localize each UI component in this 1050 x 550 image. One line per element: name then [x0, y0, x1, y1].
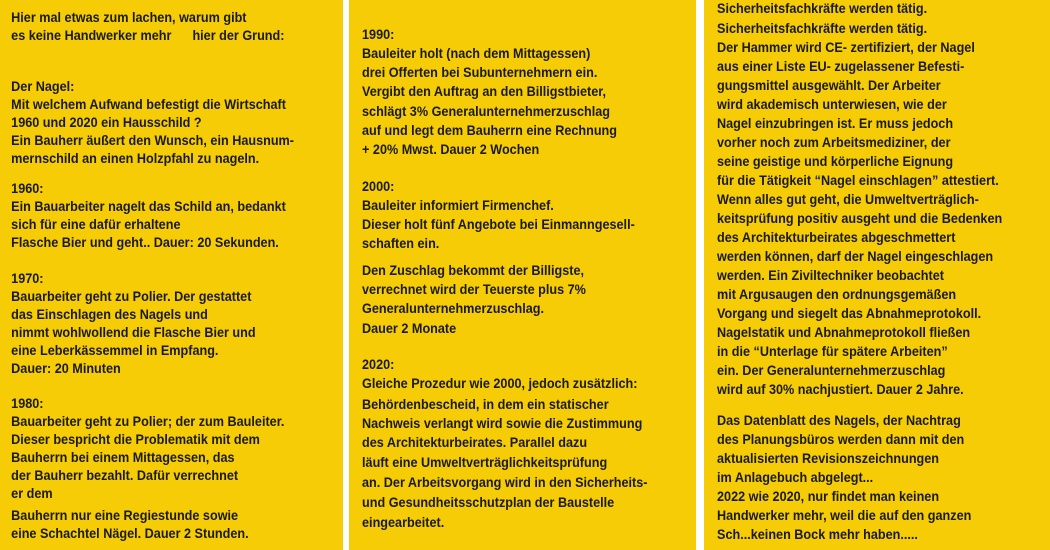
text-line: wird auf 30% nachjustiert. Dauer 2 Jahre. — [717, 382, 964, 397]
text-panel-middle — [349, 0, 696, 550]
text-line: des Planungsbüros werden dann mit den — [717, 432, 965, 447]
text-line: gungsmittel ausgewählt. Der Arbeiter — [717, 78, 941, 93]
text-line: Der Nagel: — [11, 79, 75, 94]
text-line: es keine Handwerker mehr hier der Grund: — [11, 28, 285, 43]
text-line: Der Hammer wird CE- zertifiziert, der Nagel — [717, 40, 975, 55]
text-line: + 20% Mwst. Dauer 2 Wochen — [362, 142, 540, 157]
text-line: Bauarbeiter geht zu Polier. Der gestattet — [11, 289, 252, 304]
text-line: werden können, darf der Nagel eingeschlagen — [717, 249, 994, 264]
text-line: für die Tätigkeit “Nagel einschlagen” attestiert. — [717, 173, 999, 188]
text-line: Behördenbescheid, in dem ein statischer — [362, 397, 609, 412]
text-line: eine Schachtel Nägel. Dauer 2 Stunden. — [11, 526, 249, 541]
text-line: vorher noch zum Arbeitsmediziner, der — [717, 135, 951, 150]
text-line: 1980: — [11, 396, 44, 411]
text-line: verrechnet wird der Teuerste plus 7% — [362, 282, 586, 297]
text-line: Vorgang und siegelt das Abnahmeprotokoll. — [717, 306, 982, 321]
text-line: drei Offerten bei Subunternehmern ein. — [362, 65, 598, 80]
text-line: mernschild an einen Holzpfahl zu nageln. — [11, 151, 260, 166]
text-line: Gleiche Prozedur wie 2000, jedoch zusätzlich: — [362, 376, 638, 391]
text-line: Dieser bespricht die Problematik mit dem — [11, 432, 260, 447]
text-line: mit Argusaugen den ordnungsgemäßen — [717, 287, 957, 302]
text-line: Generalunternehmerzuschlag. — [362, 301, 544, 316]
text-line: aktualisierten Revisionszeichnungen — [717, 451, 940, 466]
text-line: sich für eine dafür erhaltene — [11, 217, 181, 232]
text-line: Bauarbeiter geht zu Polier; der zum Bauleiter. — [11, 414, 285, 429]
text-line: 2000: — [362, 179, 395, 194]
text-line: Mit welchem Aufwand befestigt die Wirtschaft — [11, 97, 286, 112]
text-line: Nagelstatik und Abnahmeprotokoll fließen — [717, 325, 971, 340]
text-line: im Anlagebuch abgelegt... — [717, 470, 874, 485]
text-line: eine Leberkässemmel in Empfang. — [11, 343, 219, 358]
text-line: seine geistige und körperliche Eignung — [717, 154, 954, 169]
text-line: läuft eine Umweltverträglichkeitsprüfung — [362, 455, 608, 470]
text-line: 1960 und 2020 ein Hausschild ? — [11, 115, 202, 130]
text-line: in die “Unterlage für spätere Arbeiten” — [717, 344, 948, 359]
text-line: 1990: — [362, 27, 395, 42]
text-line: Bauherrn bei einem Mittagessen, das — [11, 450, 235, 465]
text-line: das Einschlagen des Nagels und — [11, 307, 208, 322]
text-line: Den Zuschlag bekommt der Billigste, — [362, 263, 585, 278]
text-line: Dieser holt fünf Angebote bei Einmanngesell- — [362, 217, 635, 232]
text-line: auf und legt dem Bauherrn eine Rechnung — [362, 123, 617, 138]
text-line: der Bauherr bezahlt. Dafür verrechnet — [11, 468, 239, 483]
text-line: Bauleiter informiert Firmenchef. — [362, 198, 554, 213]
text-line: Bauleiter holt (nach dem Mittagessen) — [362, 46, 591, 61]
text-line: Ein Bauarbeiter nagelt das Schild an, bedankt — [11, 199, 286, 214]
text-line: 1970: — [11, 271, 44, 286]
text-panel-left — [0, 0, 343, 550]
text-line: schlägt 3% Generalunternehmerzuschlag — [362, 104, 611, 119]
text-line: an. Der Arbeitsvorgang wird in den Sicherheits- — [362, 475, 648, 490]
text-line: Wenn alles gut geht, die Umweltverträglich- — [717, 192, 979, 207]
text-line: Hier mal etwas zum lachen, warum gibt — [11, 10, 247, 25]
text-line: wird akademisch unterwiesen, wie der — [717, 97, 947, 112]
text-line: 1960: — [11, 181, 44, 196]
text-line: werden. Ein Ziviltechniker beobachtet — [717, 268, 944, 283]
text-line: Bauherrn nur eine Regiestunde sowie — [11, 508, 239, 523]
text-line: ein. Der Generalunternehmerzuschlag — [717, 363, 946, 378]
text-line: des Architekturbeirates. Parallel dazu — [362, 435, 588, 450]
text-line: schaften ein. — [362, 236, 440, 251]
text-line: 2022 wie 2020, nur findet man keinen — [717, 489, 940, 504]
text-line: er dem — [11, 486, 53, 501]
text-line: Flasche Bier und geht.. Dauer: 20 Sekunden. — [11, 235, 279, 250]
text-line: Nagel einzubringen ist. Er muss jedoch — [717, 116, 954, 131]
text-line: keitsprüfung positiv ausgeht und die Bedenken — [717, 211, 1003, 226]
text-line: Ein Bauherr äußert den Wunsch, ein Hausnum- — [11, 133, 295, 148]
text-line: Sicherheitsfachkräfte werden tätig. — [717, 1, 928, 16]
text-line: aus einer Liste EU- zugelassener Befesti- — [717, 59, 965, 74]
text-line: und Gesundheitsschutzplan der Baustelle — [362, 495, 615, 510]
text-line: nimmt wohlwollend die Flasche Bier und — [11, 325, 256, 340]
text-line: Handwerker mehr, weil die auf den ganzen — [717, 508, 972, 523]
text-line: Das Datenblatt des Nagels, der Nachtrag — [717, 413, 961, 428]
text-line: Sicherheitsfachkräfte werden tätig. — [717, 21, 928, 36]
text-panel-right — [704, 0, 1050, 550]
text-line: Vergibt den Auftrag an den Billigstbieter, — [362, 84, 606, 99]
text-line: des Architekturbeirates abgeschmettert — [717, 230, 956, 245]
text-line: eingearbeitet. — [362, 515, 445, 530]
text-line: 2020: — [362, 357, 395, 372]
text-line: Dauer: 20 Minuten — [11, 361, 121, 376]
text-line: Sch...keinen Bock mehr haben..... — [717, 527, 918, 542]
text-line: Dauer 2 Monate — [362, 321, 457, 336]
text-line: Nachweis verlangt wird sowie die Zustimmung — [362, 416, 643, 431]
